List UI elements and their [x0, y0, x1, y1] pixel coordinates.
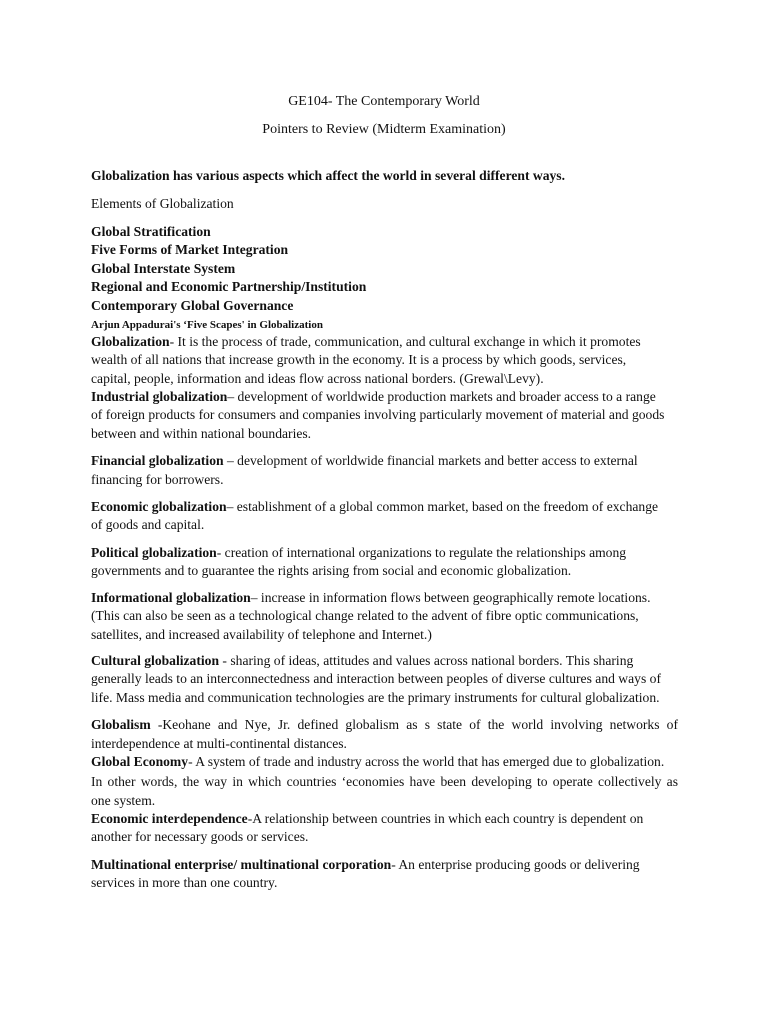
- elements-heading: Elements of Globalization: [91, 196, 234, 211]
- term-name: Multinational enterprise/ multinational corporation: [91, 857, 392, 872]
- term-text: - A system of trade and industry across the world that has emerged due to globalization.: [188, 754, 665, 769]
- term-text: - It is the process of trade, communication, and cultural exchange in which it promotes: [169, 334, 641, 349]
- term-name: Industrial globalization: [91, 389, 228, 404]
- term-text: - creation of international organizations to regulate the relationships among: [216, 545, 627, 560]
- term-text: – development of worldwide production markets and broader access to a range: [227, 389, 656, 404]
- term-text: life. Mass media and communication technologies are the primary instruments for cultural globalization.: [91, 690, 660, 705]
- term-text: interdependence at multi-continental distances.: [91, 736, 347, 751]
- document-subtitle: Pointers to Review (Midterm Examination): [262, 122, 506, 137]
- term-first-line: [91, 333, 641, 351]
- term-text: – increase in information flows between geographically remote locations.: [250, 590, 651, 605]
- element-item: Five Forms of Market Integration: [91, 242, 289, 257]
- term-first-line: [91, 652, 633, 670]
- element-item: Arjun Appadurai's ‘Five Scapes' in Globalization: [91, 319, 323, 331]
- term-name: Economic interdependence: [91, 811, 248, 826]
- term-first-line: [91, 753, 664, 771]
- element-item: Regional and Economic Partnership/Institution: [91, 279, 367, 294]
- term-first-line: [91, 856, 640, 874]
- term-text: governments and to guarantee the rights arising from social and economic globalization.: [91, 563, 572, 578]
- term-first-line: [91, 589, 650, 607]
- term-first-line: [91, 716, 678, 734]
- term-text: -Keohane and Nye, Jr. defined globalism as s state of the world involving networks of: [150, 717, 678, 732]
- term-text: of goods and capital.: [91, 517, 205, 532]
- term-text: satellites, and increased availability of telephone and Internet.): [91, 627, 432, 642]
- term-text: capital, people, information and ideas flow across national borders. (Grewal\Levy).: [91, 371, 544, 386]
- term-name: Political globalization: [91, 545, 217, 560]
- term-text: financing for borrowers.: [91, 472, 224, 487]
- term-text: one system.: [91, 793, 156, 808]
- term-name: Cultural globalization: [91, 653, 220, 668]
- term-text: - sharing of ideas, attitudes and values across national borders. This sharing: [219, 653, 634, 668]
- term-first-line: [91, 544, 626, 562]
- element-item: Contemporary Global Governance: [91, 298, 294, 313]
- term-text: -A relationship between countries in which each country is dependent on: [247, 811, 644, 826]
- term-text: wealth of all nations that increase growth in the economy. It is a process by which goods, services,: [91, 352, 627, 367]
- term-text: of foreign products for consumers and companies involving particularly movement of material and goods: [91, 407, 665, 422]
- element-item: Global Stratification: [91, 224, 211, 239]
- term-text: another for necessary goods or services.: [91, 829, 309, 844]
- term-name: Globalization: [91, 334, 170, 349]
- term-first-line: [91, 452, 638, 470]
- term-name: Informational globalization: [91, 590, 251, 605]
- term-name: Globalism: [91, 717, 151, 732]
- term-name: Global Economy: [91, 754, 189, 769]
- term-text: – development of worldwide financial markets and better access to external: [223, 453, 638, 468]
- term-first-line: [91, 388, 656, 406]
- term-name: Economic globalization: [91, 499, 227, 514]
- term-text: (This can also be seen as a technological change related to the advent of fibre optic communications,: [91, 608, 639, 623]
- document-title: GE104- The Contemporary World: [288, 94, 480, 109]
- term-text: generally leads to an interconnectedness and interaction between peoples of diverse cultures and ways of: [91, 671, 661, 686]
- term-text: In other words, the way in which countries ‘economies have been developing to operate collectively as: [91, 774, 678, 789]
- term-text: - An enterprise producing goods or delivering: [391, 857, 640, 872]
- intro-statement: Globalization has various aspects which affect the world in several different ways.: [91, 168, 565, 183]
- term-text: – establishment of a global common market, based on the freedom of exchange: [226, 499, 659, 514]
- term-text: services in more than one country.: [91, 875, 278, 890]
- element-item: Global Interstate System: [91, 261, 236, 276]
- term-text: between and within national boundaries.: [91, 426, 312, 441]
- term-first-line: [91, 810, 643, 828]
- term-first-line: [91, 498, 658, 516]
- term-name: Financial globalization: [91, 453, 224, 468]
